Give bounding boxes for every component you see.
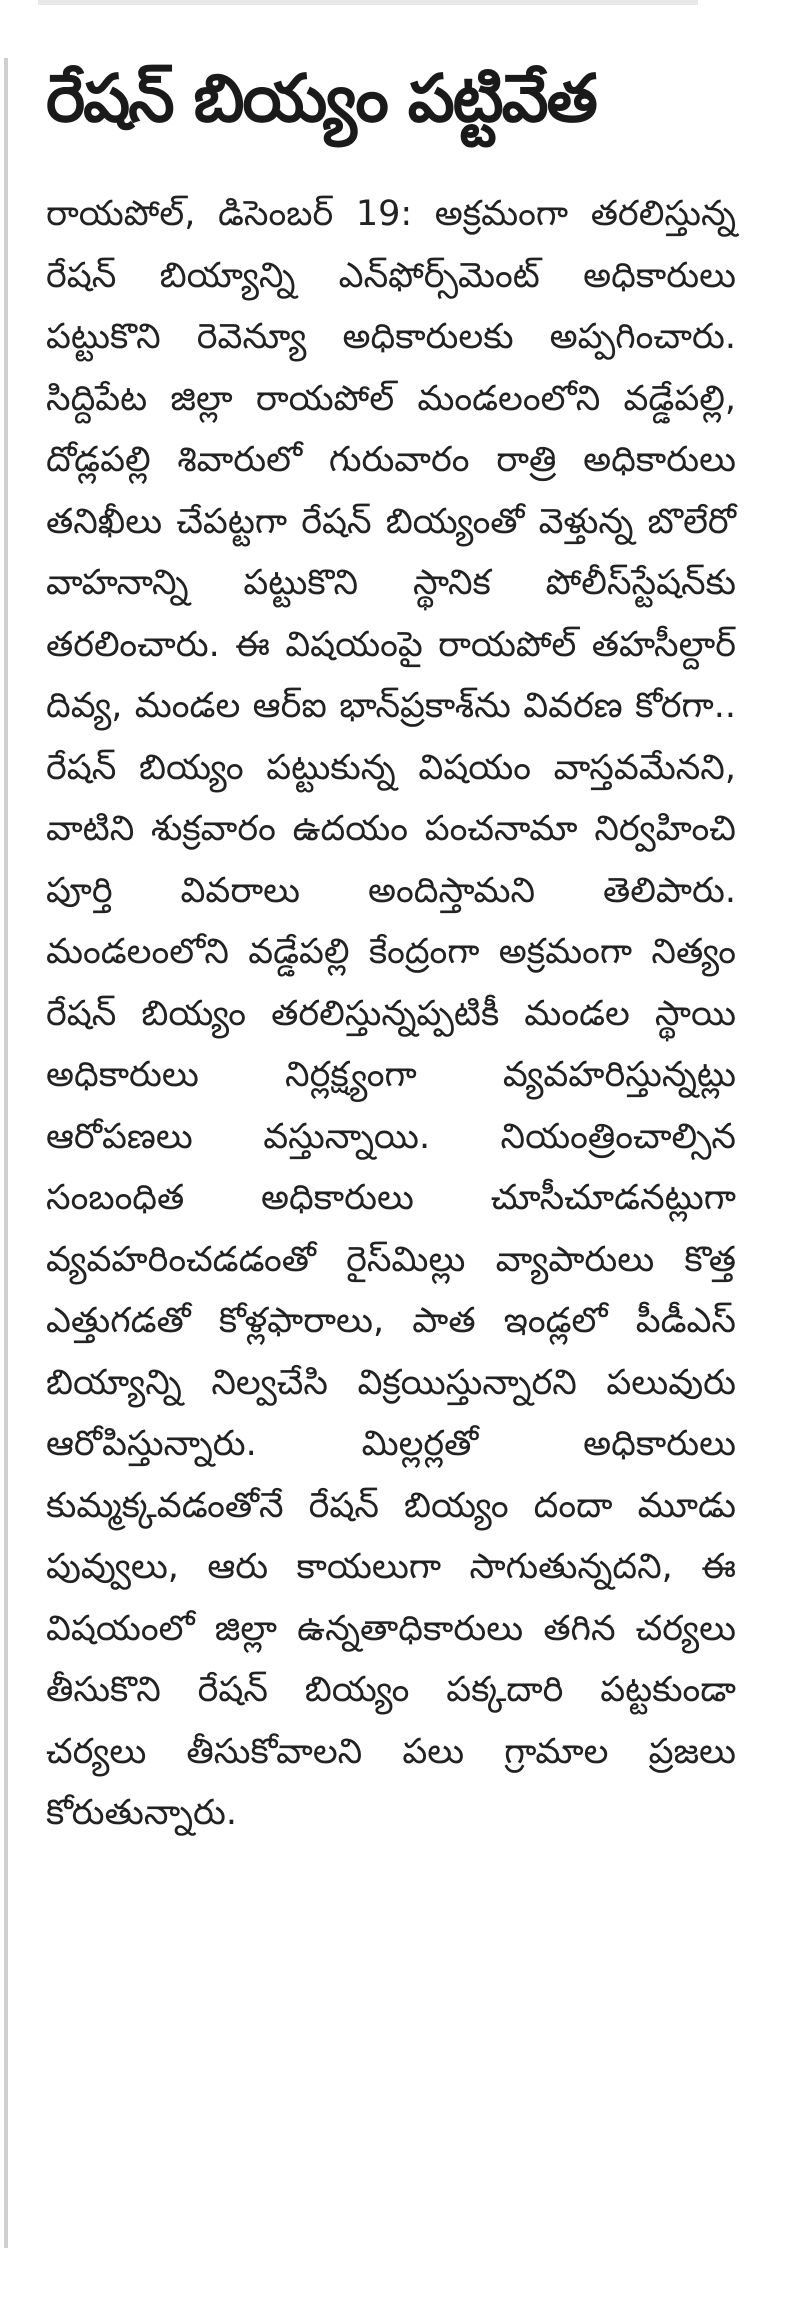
top-border	[38, 0, 698, 5]
news-article	[46, 40, 736, 1845]
column-divider	[4, 58, 8, 2248]
article-body: రాయపోల్, డిసెంబర్ 19: అక్రమంగా తరలిస్తున్న రేషన్ బియ్యాన్ని ఎన్‌ఫోర్స్‌మెంట్ అధికారులు పట్టుకొని రెవెన్యూ అధికారులకు అప్పగించారు. సిద్దిపేట జిల్లా రాయపోల్ మండలంలోని వడ్డేపల్లి, దోడ్లపల్లి శివారులో గురువారం రాత్రి అధికారులు తనిఖీలు చేపట్టగా రేషన్ బియ్యంతో వెళ్తున్న బొలేరో వాహనాన్ని పట్టుకొని స్థానిక పోలీస్‌స్టేషన్‌కు తరలించారు. ఈ విషయంపై రాయపోల్ తహసీల్దార్ దివ్య, మండల ఆర్ఐ భాన్‌ప్రకాశ్‌ను వివరణ కోరగా.. రేషన్ బియ్యం పట్టుకున్న విషయం వాస్తవమేనని, వాటిని శుక్రవారం ఉదయం పంచనామా నిర్వహించి పూర్తి వివరాలు అందిస్తామని తెలిపారు. మండలంలోని వడ్డేపల్లి కేంద్రంగా అక్రమంగా నిత్యం రేషన్ బియ్యం తరలిస్తున్నప్పటికీ మండల స్థాయి అధికారులు నిర్లక్ష్యంగా వ్యవహరిస్తున్నట్లు ఆరోపణలు వస్తున్నాయి. నియంత్రించాల్సిన సంబంధిత అధికారులు చూసీచూడనట్లుగా వ్యవహరించడడంతో రైస్‌మిల్లు వ్యాపారులు కొత్త ఎత్తుగడతో కోళ్లఫారాలు, పాత ఇండ్లలో పీడీఎస్ బియ్యాన్ని నిల్వచేసి విక్రయిస్తున్నారని పలువురు ఆరోపిస్తున్నారు. మిల్లర్లతో అధికారులు కుమ్మక్కవడంతోనే రేషన్ బియ్యం దందా మూడు పువ్వులు, ఆరు కాయలుగా సాగుతున్నదని, ఈ విషయంలో జిల్లా ఉన్నతాధికారులు తగిన చర్యలు తీసుకొని రేషన్ బియ్యం పక్కదారి పట్టకుండా చర్యలు తీసుకోవాలని పలు గ్రామాల ప్రజలు కోరుతున్నారు.	[46, 194, 736, 1833]
article-headline: రేషన్ బియ్యం పట్టివేత	[46, 60, 596, 137]
